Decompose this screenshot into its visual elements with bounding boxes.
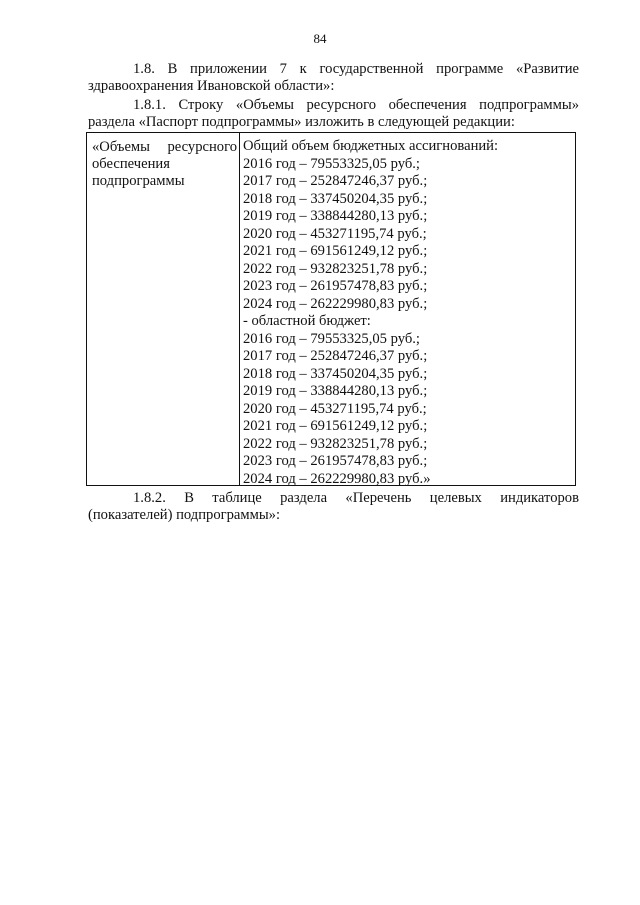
table-right-cell — [240, 133, 575, 485]
total-row: 2017 год – 252847246,37 руб.; — [243, 173, 428, 189]
page-number: 84 — [313, 31, 327, 46]
total-row: 2021 год – 691561249,12 руб.; — [243, 243, 428, 259]
paragraph-1-8-2 — [88, 490, 579, 524]
regional-row: 2021 год – 691561249,12 руб.; — [243, 418, 428, 434]
resource-table — [86, 132, 576, 486]
table-left-cell — [87, 133, 240, 485]
regional-row: 2023 год – 261957478,83 руб.; — [243, 453, 428, 469]
left-cell-line: обеспечения — [92, 156, 170, 172]
regional-row: 2018 год – 337450204,35 руб.; — [243, 365, 428, 382]
paragraph-line: (показателей) подпрограммы»: — [88, 507, 281, 523]
total-row: 2023 год – 261957478,83 руб.; — [243, 278, 428, 294]
paragraph-line: здравоохранения Ивановской области»: — [88, 78, 335, 94]
left-cell-line: подпрограммы — [92, 173, 185, 189]
total-row: 2019 год – 338844280,13 руб.; — [243, 208, 428, 224]
paragraph-line: раздела «Паспорт подпрограммы» изложить в следующей редакции: — [88, 114, 515, 130]
regional-row: 2020 год – 453271195,74 руб.; — [243, 400, 427, 417]
total-row: 2020 год – 453271195,74 руб.; — [243, 225, 427, 242]
regional-heading: - областной бюджет: — [243, 313, 371, 329]
regional-row: 2017 год – 252847246,37 руб.; — [243, 348, 428, 364]
total-row: 2024 год – 262229980,83 руб.; — [243, 295, 428, 312]
total-row: 2018 год – 337450204,35 руб.; — [243, 190, 428, 207]
paragraph-line: 1.8.1. Строку «Объемы ресурсного обеспечения подпрограммы» — [133, 97, 579, 113]
regional-row: 2019 год – 338844280,13 руб.; — [243, 383, 428, 399]
paragraph-line: 1.8. В приложении 7 к государственной программе «Развитие — [133, 61, 579, 77]
paragraph-1-8 — [88, 61, 579, 95]
regional-row: 2024 год – 262229980,83 руб.» — [243, 470, 431, 487]
regional-row: 2022 год – 932823251,78 руб.; — [243, 435, 428, 452]
left-cell-line: «Объемы ресурсного — [92, 139, 237, 155]
total-row: 2022 год – 932823251,78 руб.; — [243, 260, 428, 277]
paragraph-line: 1.8.2. В таблице раздела «Перечень целевых индикаторов — [133, 490, 579, 506]
right-cell-heading: Общий объем бюджетных ассигнований: — [243, 138, 499, 154]
regional-row: 2016 год – 79553325,05 руб.; — [243, 330, 420, 347]
paragraph-1-8-1 — [88, 97, 579, 131]
total-row: 2016 год – 79553325,05 руб.; — [243, 155, 420, 172]
